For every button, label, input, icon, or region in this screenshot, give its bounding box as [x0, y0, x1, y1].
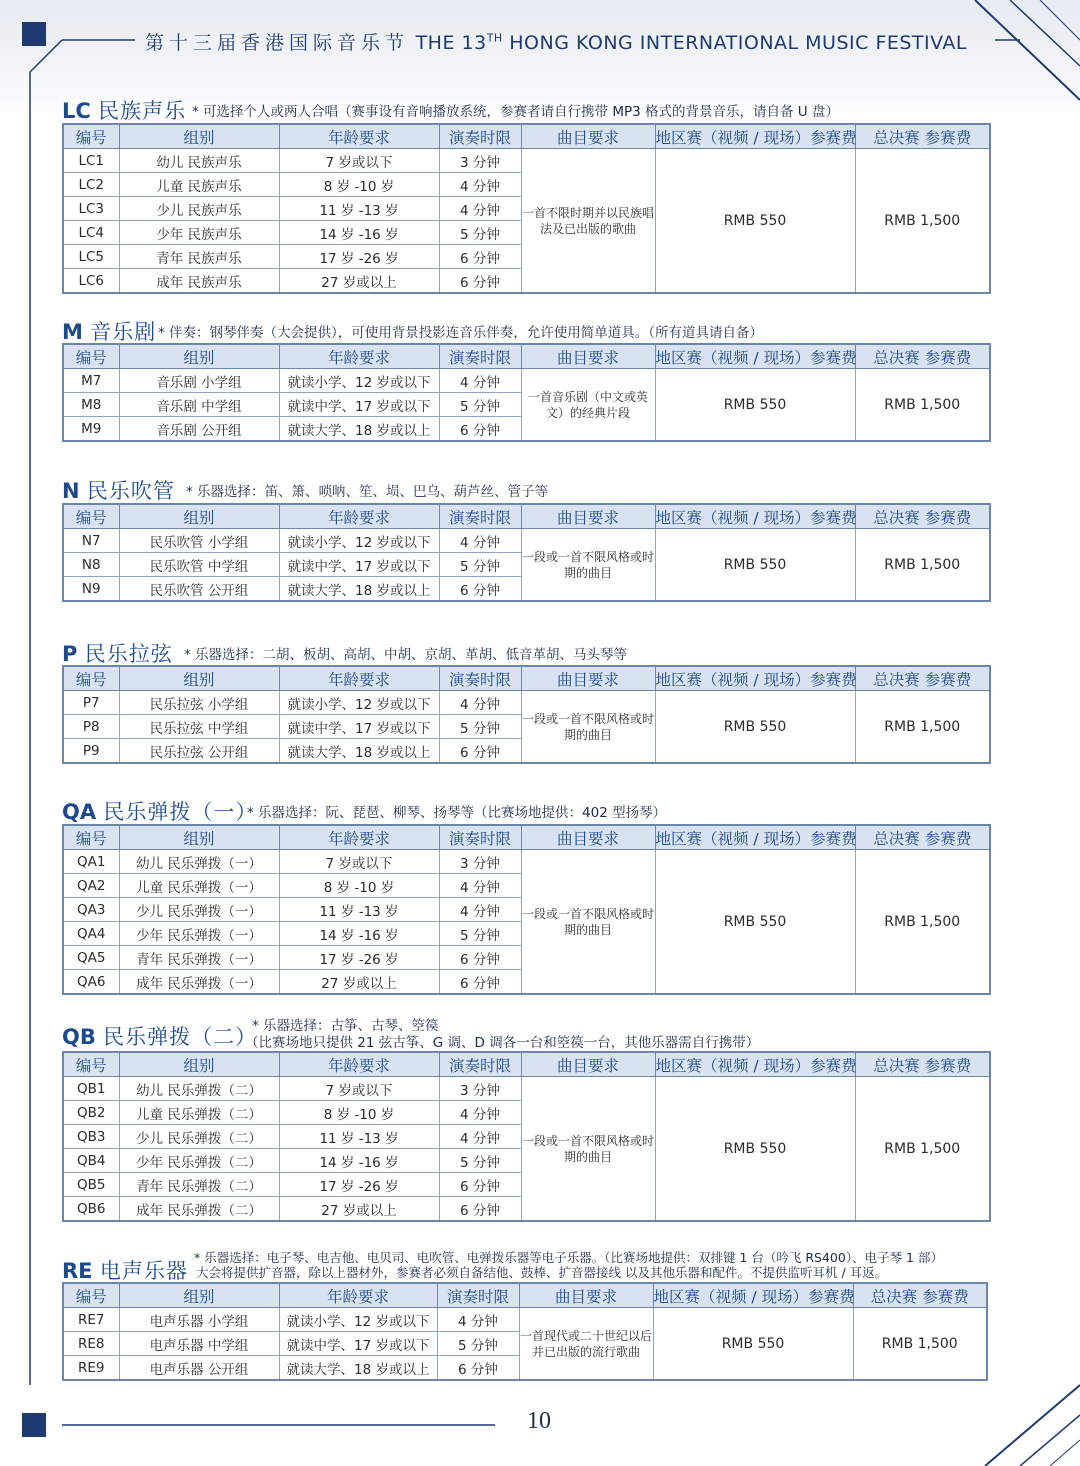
cell-code: LC5: [63, 245, 119, 269]
cell-requirement: 一段或一首不限风格或时期的曲目: [521, 1077, 655, 1222]
col-final-fee: 总决赛 参赛费: [855, 124, 990, 149]
cell-final-fee: RMB 1,500: [855, 850, 990, 995]
cell-age: 14 岁 -16 岁: [279, 922, 439, 946]
corner-square-bottom: [22, 1413, 46, 1437]
cell-code: QA5: [63, 946, 119, 970]
cell-group: 儿童 民乐弹拨（一）: [119, 874, 279, 898]
section-title: [62, 1021, 257, 1051]
col-group: 组别: [119, 1052, 279, 1077]
cell-time: 6 分钟: [439, 970, 521, 995]
cell-age: 就读小学、12 岁或以下: [279, 369, 439, 393]
cell-age: 7 岁或以下: [279, 850, 439, 874]
col-code: 编号: [63, 1283, 119, 1308]
table-header-row: [63, 124, 990, 149]
section-note: * 乐器选择：阮、琵琶、柳琴、扬琴等（比赛场地提供：402 型扬琴）: [247, 805, 667, 821]
cell-age: 就读中学、17 岁或以下: [279, 1332, 437, 1356]
cell-age: 就读大学、18 岁或以上: [279, 577, 439, 602]
cell-code: P8: [63, 715, 119, 739]
cell-group: 成年 民乐弹拨（一）: [119, 970, 279, 995]
section-title: [62, 475, 175, 505]
cell-time: 3 分钟: [439, 149, 521, 173]
section-name: 民乐弹拨（二）: [103, 1025, 258, 1049]
cell-code: QA1: [63, 850, 119, 874]
col-age: 年龄要求: [279, 504, 439, 529]
cell-code: N8: [63, 553, 119, 577]
cell-time: 4 分钟: [439, 1125, 521, 1149]
section-note-2: （比赛场地只提供 21 弦古筝、G 调、D 调各一台和箜篌一台，其他乐器需自行携带）: [245, 1035, 760, 1051]
table-row: [63, 850, 990, 874]
section-code: QA: [62, 800, 97, 824]
cell-time: 4 分钟: [439, 898, 521, 922]
col-regional-fee: 地区赛（视频 / 现场）参赛费: [655, 825, 855, 850]
cell-age: 7 岁或以下: [279, 1077, 439, 1101]
diagonal-top-right-a: [975, 0, 1080, 100]
cell-group: 民乐拉弦 公开组: [119, 739, 279, 764]
header-title-en-sup: TH: [486, 31, 503, 45]
cell-time: 5 分钟: [439, 221, 521, 245]
cell-group: 幼儿 民乐弹拨（二）: [119, 1077, 279, 1101]
cell-requirement: 一首现代或二十世纪以后并已出版的流行歌曲: [519, 1308, 653, 1381]
cell-code: P9: [63, 739, 119, 764]
col-group: 组别: [119, 344, 279, 369]
cell-age: 就读小学、12 岁或以下: [279, 529, 439, 553]
diagonal-bottom-right-a: [985, 1385, 1080, 1466]
cell-age: 就读中学、17 岁或以下: [279, 715, 439, 739]
cell-group: 民乐吹管 中学组: [119, 553, 279, 577]
cell-group: 少年 民乐弹拨（二）: [119, 1149, 279, 1173]
section-title: [62, 796, 257, 826]
cell-group: 音乐剧 小学组: [119, 369, 279, 393]
category-table: [62, 1282, 988, 1381]
cell-time: 4 分钟: [439, 691, 521, 715]
col-group: 组别: [119, 825, 279, 850]
section-title: [62, 95, 186, 125]
col-time: 演奏时限: [439, 825, 521, 850]
cell-code: RE8: [63, 1332, 119, 1356]
cell-group: 民乐吹管 公开组: [119, 577, 279, 602]
table-header-row: [63, 504, 990, 529]
cell-code: QB6: [63, 1197, 119, 1222]
col-final-fee: 总决赛 参赛费: [855, 825, 990, 850]
cell-code: QB3: [63, 1125, 119, 1149]
diagonal-bottom-right-c: [1050, 1440, 1080, 1466]
col-code: 编号: [63, 344, 119, 369]
cell-group: 民乐拉弦 小学组: [119, 691, 279, 715]
cell-code: QA4: [63, 922, 119, 946]
cell-age: 就读大学、18 岁或以上: [279, 739, 439, 764]
cell-code: LC1: [63, 149, 119, 173]
cell-time: 4 分钟: [439, 1101, 521, 1125]
cell-final-fee: RMB 1,500: [855, 529, 990, 602]
col-code: 编号: [63, 504, 119, 529]
section-title: [62, 638, 173, 668]
section-note: * 乐器选择：笛、箫、唢呐、笙、埙、巴乌、葫芦丝、管子等: [186, 484, 549, 500]
cell-code: QB5: [63, 1173, 119, 1197]
cell-group: 民乐拉弦 中学组: [119, 715, 279, 739]
cell-age: 17 岁 -26 岁: [279, 946, 439, 970]
table-header-row: [63, 825, 990, 850]
cell-group: 青年 民族声乐: [119, 245, 279, 269]
cell-time: 3 分钟: [439, 1077, 521, 1101]
cell-time: 6 分钟: [439, 245, 521, 269]
page-header-title: [145, 28, 967, 55]
cell-time: 4 分钟: [439, 197, 521, 221]
cell-group: 青年 民乐弹拨（一）: [119, 946, 279, 970]
cell-time: 6 分钟: [439, 1197, 521, 1222]
table-row: [63, 691, 990, 715]
cell-group: 少儿 民族声乐: [119, 197, 279, 221]
cell-time: 4 分钟: [439, 369, 521, 393]
col-code: 编号: [63, 825, 119, 850]
col-requirement: 曲目要求: [521, 666, 655, 691]
section-title: [62, 316, 156, 346]
cell-age: 11 岁 -13 岁: [279, 197, 439, 221]
category-table: [62, 1051, 991, 1222]
cell-regional-fee: RMB 550: [655, 369, 855, 442]
col-final-fee: 总决赛 参赛费: [855, 504, 990, 529]
cell-age: 14 岁 -16 岁: [279, 1149, 439, 1173]
cell-code: N7: [63, 529, 119, 553]
diagonal-bottom-right-b: [1020, 1415, 1080, 1466]
col-age: 年龄要求: [279, 1283, 437, 1308]
section-code: N: [62, 479, 80, 503]
section-name: 民乐拉弦: [84, 642, 173, 666]
col-final-fee: 总决赛 参赛费: [853, 1283, 987, 1308]
cell-age: 就读中学、17 岁或以下: [279, 393, 439, 417]
col-requirement: 曲目要求: [521, 825, 655, 850]
col-time: 演奏时限: [439, 1052, 521, 1077]
corner-square-top: [22, 22, 46, 46]
col-final-fee: 总决赛 参赛费: [855, 666, 990, 691]
header-title-en-prefix: THE 13: [415, 32, 487, 54]
cell-time: 5 分钟: [439, 1149, 521, 1173]
cell-time: 4 分钟: [439, 529, 521, 553]
cell-age: 27 岁或以上: [279, 269, 439, 294]
diagonal-top-right-b: [1010, 0, 1080, 66]
cell-age: 就读小学、12 岁或以下: [279, 1308, 437, 1332]
cell-time: 6 分钟: [439, 577, 521, 602]
cell-group: 少年 民乐弹拨（一）: [119, 922, 279, 946]
cell-requirement: 一首音乐剧（中文或英文）的经典片段: [521, 369, 655, 442]
cell-code: LC4: [63, 221, 119, 245]
cell-time: 6 分钟: [439, 417, 521, 442]
col-regional-fee: 地区赛（视频 / 现场）参赛费: [655, 504, 855, 529]
cell-regional-fee: RMB 550: [655, 149, 855, 294]
category-table: [62, 665, 991, 764]
col-age: 年龄要求: [279, 344, 439, 369]
cell-code: M7: [63, 369, 119, 393]
table-header-row: [63, 1283, 987, 1308]
cell-final-fee: RMB 1,500: [855, 149, 990, 294]
cell-group: 电声乐器 中学组: [119, 1332, 279, 1356]
cell-code: RE7: [63, 1308, 119, 1332]
col-requirement: 曲目要求: [519, 1283, 653, 1308]
cell-final-fee: RMB 1,500: [855, 691, 990, 764]
section-name: 民乐吹管: [86, 479, 175, 503]
col-age: 年龄要求: [279, 124, 439, 149]
cell-regional-fee: RMB 550: [655, 691, 855, 764]
cell-age: 17 岁 -26 岁: [279, 1173, 439, 1197]
col-code: 编号: [63, 666, 119, 691]
cell-requirement: 一段或一首不限风格或时期的曲目: [521, 850, 655, 995]
cell-group: 少年 民族声乐: [119, 221, 279, 245]
cell-group: 电声乐器 公开组: [119, 1356, 279, 1381]
cell-group: 幼儿 民乐弹拨（一）: [119, 850, 279, 874]
col-group: 组别: [119, 504, 279, 529]
table-row: [63, 529, 990, 553]
section-note: * 伴奏：钢琴伴奏（大会提供），可使用背景投影连音乐伴奏，允许使用简单道具。（所有道具请自备）: [158, 325, 764, 341]
cell-code: N9: [63, 577, 119, 602]
col-regional-fee: 地区赛（视频 / 现场）参赛费: [655, 124, 855, 149]
cell-age: 就读大学、18 岁或以上: [279, 1356, 437, 1381]
section-note-2: 大会将提供扩音器，除以上器材外，参赛者必须自备结他、鼓棒、扩音器接线 以及其他乐器和配件。不提供监听耳机 / 耳返。: [196, 1265, 888, 1280]
category-table: [62, 343, 991, 442]
section-note: * 乐器选择：古筝、古琴、箜篌: [252, 1018, 439, 1034]
table-row: [63, 369, 990, 393]
category-table: [62, 503, 991, 602]
section-name: 民族声乐: [98, 99, 187, 123]
section-name: 音乐剧: [90, 320, 157, 344]
col-regional-fee: 地区赛（视频 / 现场）参赛费: [655, 344, 855, 369]
col-group: 组别: [119, 124, 279, 149]
table-header-row: [63, 666, 990, 691]
cell-regional-fee: RMB 550: [653, 1308, 853, 1381]
section-name: 民乐弹拨（一）: [103, 800, 258, 824]
section-note: * 乐器选择：二胡、板胡、高胡、中胡、京胡、革胡、低音革胡、马头琴等: [184, 647, 628, 663]
cell-requirement: 一段或一首不限风格或时期的曲目: [521, 691, 655, 764]
section-code: P: [62, 642, 78, 666]
col-age: 年龄要求: [279, 666, 439, 691]
cell-code: QA6: [63, 970, 119, 995]
cell-code: LC2: [63, 173, 119, 197]
cell-code: M8: [63, 393, 119, 417]
cell-regional-fee: RMB 550: [655, 529, 855, 602]
col-regional-fee: 地区赛（视频 / 现场）参赛费: [653, 1283, 853, 1308]
col-time: 演奏时限: [439, 666, 521, 691]
col-final-fee: 总决赛 参赛费: [855, 344, 990, 369]
cell-group: 成年 民族声乐: [119, 269, 279, 294]
cell-age: 14 岁 -16 岁: [279, 221, 439, 245]
cell-regional-fee: RMB 550: [655, 1077, 855, 1222]
col-group: 组别: [119, 666, 279, 691]
cell-time: 5 分钟: [439, 922, 521, 946]
cell-time: 6 分钟: [439, 739, 521, 764]
cell-time: 6 分钟: [439, 1173, 521, 1197]
section-note: * 可选择个人或两人合唱（赛事设有音响播放系统，参赛者请自行携带 MP3 格式的背景音乐，请自备 U 盘）: [192, 104, 839, 120]
col-time: 演奏时限: [439, 504, 521, 529]
cell-code: RE9: [63, 1356, 119, 1381]
cell-code: M9: [63, 417, 119, 442]
cell-group: 电声乐器 小学组: [119, 1308, 279, 1332]
cell-group: 青年 民乐弹拨（二）: [119, 1173, 279, 1197]
cell-age: 就读小学、12 岁或以下: [279, 691, 439, 715]
cell-code: P7: [63, 691, 119, 715]
cell-age: 11 岁 -13 岁: [279, 898, 439, 922]
col-regional-fee: 地区赛（视频 / 现场）参赛费: [655, 666, 855, 691]
cell-age: 11 岁 -13 岁: [279, 1125, 439, 1149]
cell-code: QA2: [63, 874, 119, 898]
cell-age: 8 岁 -10 岁: [279, 874, 439, 898]
cell-time: 5 分钟: [439, 715, 521, 739]
header-title-en-suffix: HONG KONG INTERNATIONAL MUSIC FESTIVAL: [509, 32, 968, 54]
col-code: 编号: [63, 124, 119, 149]
section-code: M: [62, 320, 83, 344]
cell-code: QB4: [63, 1149, 119, 1173]
cell-requirement: 一首不限时期并以民族唱法及已出版的歌曲: [521, 149, 655, 294]
cell-requirement: 一段或一首不限风格或时期的曲目: [521, 529, 655, 602]
cell-time: 6 分钟: [439, 269, 521, 294]
cell-final-fee: RMB 1,500: [853, 1308, 987, 1381]
category-table: [62, 824, 991, 995]
col-age: 年龄要求: [279, 1052, 439, 1077]
col-final-fee: 总决赛 参赛费: [855, 1052, 990, 1077]
table-row: [63, 149, 990, 173]
page-number: 10: [527, 1408, 551, 1434]
section-note: * 乐器选择：电子琴、电吉他、电贝司、电吹管、电弹拨乐器等电子乐器。（比赛场地提供：双排键 1 台（吟飞 RS400）、电子琴 1 部）: [194, 1250, 943, 1265]
col-regional-fee: 地区赛（视频 / 现场）参赛费: [655, 1052, 855, 1077]
cell-code: QB1: [63, 1077, 119, 1101]
table-header-row: [63, 344, 990, 369]
section-code: LC: [62, 99, 91, 123]
section-name: 电声乐器: [99, 1259, 188, 1283]
cell-group: 成年 民乐弹拨（二）: [119, 1197, 279, 1222]
col-requirement: 曲目要求: [521, 124, 655, 149]
cell-final-fee: RMB 1,500: [855, 369, 990, 442]
section-title: [62, 1255, 188, 1285]
cell-group: 民乐吹管 小学组: [119, 529, 279, 553]
cell-code: QB2: [63, 1101, 119, 1125]
cell-code: LC3: [63, 197, 119, 221]
cell-age: 27 岁或以上: [279, 970, 439, 995]
cell-age: 8 岁 -10 岁: [279, 173, 439, 197]
cell-time: 4 分钟: [439, 173, 521, 197]
col-requirement: 曲目要求: [521, 504, 655, 529]
section-code: RE: [62, 1259, 93, 1283]
col-requirement: 曲目要求: [521, 344, 655, 369]
cell-regional-fee: RMB 550: [655, 850, 855, 995]
cell-age: 就读中学、17 岁或以下: [279, 553, 439, 577]
col-time: 演奏时限: [439, 344, 521, 369]
cell-time: 5 分钟: [439, 393, 521, 417]
cell-age: 8 岁 -10 岁: [279, 1101, 439, 1125]
cell-group: 儿童 民族声乐: [119, 173, 279, 197]
cell-time: 6 分钟: [439, 946, 521, 970]
col-age: 年龄要求: [279, 825, 439, 850]
col-time: 演奏时限: [437, 1283, 519, 1308]
cell-code: QA3: [63, 898, 119, 922]
cell-code: LC6: [63, 269, 119, 294]
table-row: [63, 1308, 987, 1332]
cell-time: 4 分钟: [439, 874, 521, 898]
cell-age: 27 岁或以上: [279, 1197, 439, 1222]
cell-time: 6 分钟: [437, 1356, 519, 1381]
cell-group: 少儿 民乐弹拨（二）: [119, 1125, 279, 1149]
cell-time: 3 分钟: [439, 850, 521, 874]
cell-age: 7 岁或以下: [279, 149, 439, 173]
col-time: 演奏时限: [439, 124, 521, 149]
col-code: 编号: [63, 1052, 119, 1077]
section-code: QB: [62, 1025, 96, 1049]
cell-time: 5 分钟: [437, 1332, 519, 1356]
cell-group: 儿童 民乐弹拨（二）: [119, 1101, 279, 1125]
cell-time: 4 分钟: [437, 1308, 519, 1332]
cell-group: 音乐剧 中学组: [119, 393, 279, 417]
table-row: [63, 1077, 990, 1101]
cell-age: 就读大学、18 岁或以上: [279, 417, 439, 442]
cell-final-fee: RMB 1,500: [855, 1077, 990, 1222]
table-header-row: [63, 1052, 990, 1077]
cell-group: 少儿 民乐弹拨（一）: [119, 898, 279, 922]
cell-group: 幼儿 民族声乐: [119, 149, 279, 173]
cell-group: 音乐剧 公开组: [119, 417, 279, 442]
cell-age: 17 岁 -26 岁: [279, 245, 439, 269]
category-table: [62, 123, 991, 294]
col-requirement: 曲目要求: [521, 1052, 655, 1077]
cell-time: 5 分钟: [439, 553, 521, 577]
col-group: 组别: [119, 1283, 279, 1308]
header-title-cn: 第十三届香港国际音乐节: [145, 32, 410, 54]
